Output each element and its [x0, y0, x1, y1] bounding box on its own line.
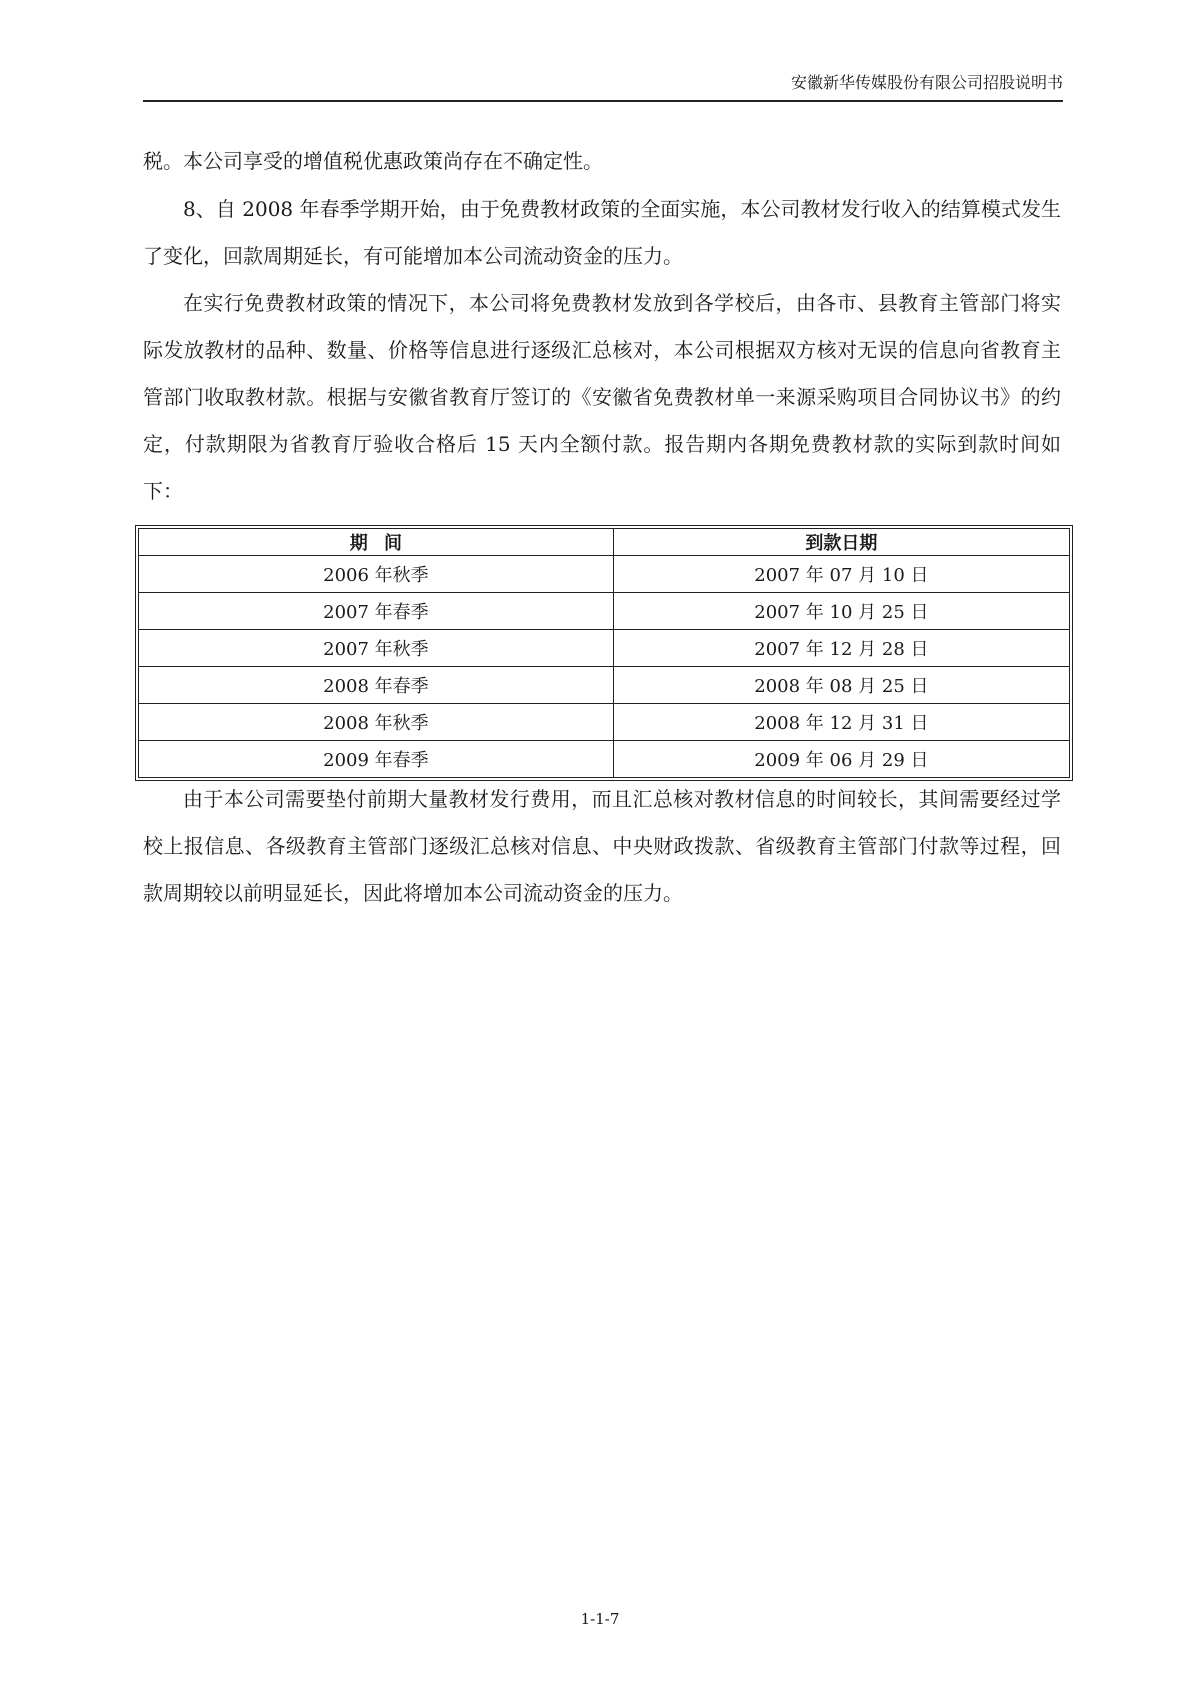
period-cell: 2007 年秋季 — [139, 630, 614, 667]
table-row — [139, 556, 1070, 593]
payment-table-frame — [135, 525, 1073, 781]
table-header-row — [139, 529, 1070, 556]
period-cell: 2006 年秋季 — [139, 556, 614, 593]
payment-date-cell: 2007 年 10 月 25 日 — [613, 593, 1069, 630]
payment-date-cell: 2007 年 12 月 28 日 — [613, 630, 1069, 667]
column-header-payment-date: 到款日期 — [613, 529, 1069, 556]
payment-date-cell: 2008 年 12 月 31 日 — [613, 704, 1069, 741]
paragraph-conclusion: 由于本公司需要垫付前期大量教材发行费用，而且汇总核对教材信息的时间较长，其间需要经过学校上报信息、各级教育主管部门逐级汇总核对信息、中央财政拨款、省级教育主管部门付款等过程，回款周期较以前明显延长，因此将增加本公司流动资金的压力。 — [143, 787, 1061, 905]
page-number: 1-1-7 — [580, 1610, 620, 1628]
table-row — [139, 667, 1070, 704]
table-row — [139, 741, 1070, 778]
table-row — [139, 704, 1070, 741]
document-title: 安徽新华传媒股份有限公司招股说明书 — [790, 73, 1063, 92]
period-cell: 2008 年春季 — [139, 667, 614, 704]
page-header — [143, 70, 1063, 102]
period-cell: 2009 年春季 — [139, 741, 614, 778]
column-header-period: 期间 — [139, 529, 614, 556]
payment-table — [138, 528, 1070, 778]
paragraph-detail: 在实行免费教材政策的情况下，本公司将免费教材发放到各学校后，由各市、县教育主管部门将实际发放教材的品种、数量、价格等信息进行逐级汇总核对，本公司根据双方核对无误的信息向省教育主管部门收取教材款。根据与安徽省教育厅签订的《安徽省免费教材单一来源采购项目合同协议书》的约定，付款期限为省教育厅验收合格后 15 天内全额付款。报告期内各期免费教材款的实际到款时间如下： — [143, 291, 1061, 503]
payment-date-cell: 2007 年 07 月 10 日 — [613, 556, 1069, 593]
paragraph-item-8: 8、自 2008 年春季学期开始，由于免费教材政策的全面实施，本公司教材发行收入的结算模式发生了变化，回款周期延长，有可能增加本公司流动资金的压力。 — [143, 197, 1061, 268]
payment-date-cell: 2008 年 08 月 25 日 — [613, 667, 1069, 704]
paragraph-continuation: 税。本公司享受的增值税优惠政策尚存在不确定性。 — [143, 149, 603, 173]
table-row — [139, 593, 1070, 630]
payment-date-cell: 2009 年 06 月 29 日 — [613, 741, 1069, 778]
period-cell: 2008 年秋季 — [139, 704, 614, 741]
table-row — [139, 630, 1070, 667]
period-cell: 2007 年春季 — [139, 593, 614, 630]
